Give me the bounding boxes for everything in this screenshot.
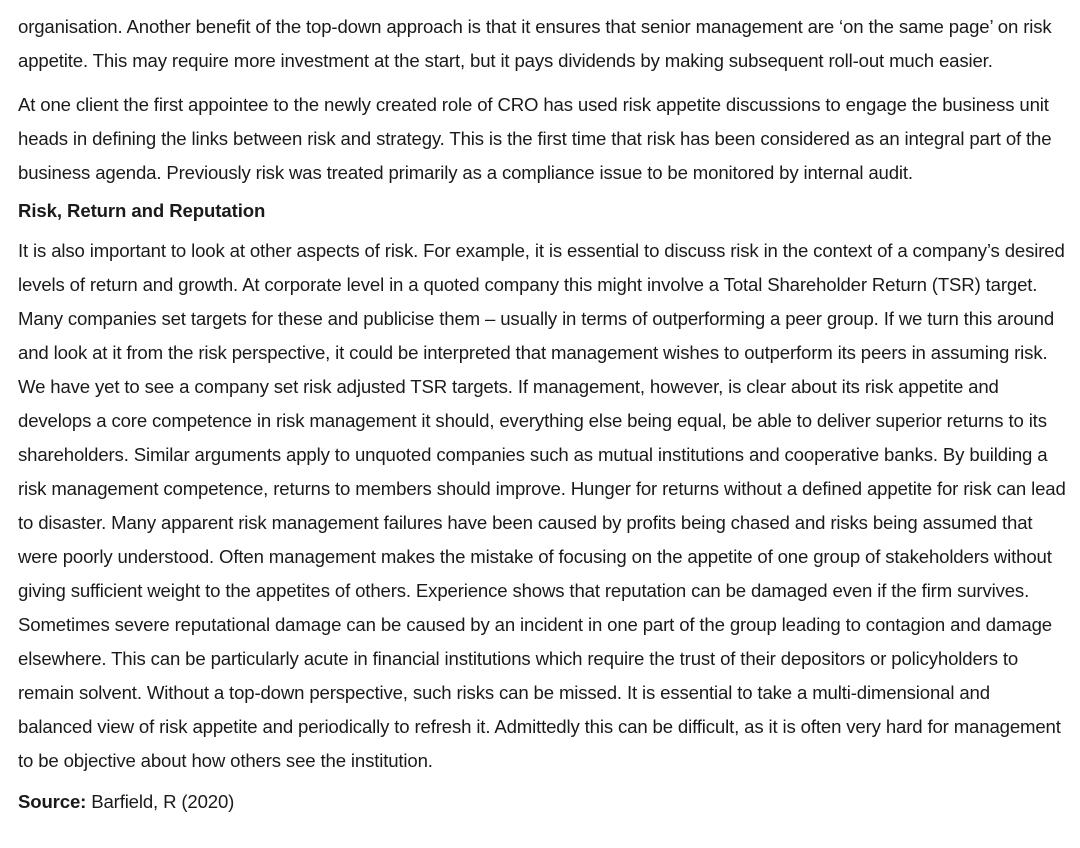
paragraph-intro-continuation: organisation. Another benefit of the top-down approach is that it ensures that senior management are ‘on the same page’ on risk appetite. This may require more investment at the start, but it pays dividends by making subsequent roll-out much easier. xyxy=(18,16,1052,71)
section-heading: Risk, Return and Reputation xyxy=(18,200,266,221)
paragraph-risk-return: It is also important to look at other aspects of risk. For example, it is essential to discuss risk in the context of a company’s desired levels of return and growth. At corporate level in a quoted company this might involve a Total Shareholder Return (TSR) target. Many companies set targets for these and publicise them – usually in terms of outperforming a peer group. If we turn this around and look at it from the risk perspective, it could be interpreted that management wishes to outperform its peers in assuming risk. We have yet to see a company set risk adjusted TSR targets. If management, however, is clear about its risk appetite and develops a core competence in risk management it should, everything else being equal, be able to deliver superior returns to its shareholders. Similar arguments apply to unquoted companies such as mutual institutions and cooperative banks. By building a risk management competence, returns to members should improve. Hunger for returns without a defined appetite for risk can lead to disaster. Many apparent risk management failures have been caused by profits being chased and risks being assumed that were poorly understood. Often management makes the mistake of focusing on the appetite of one group of stakeholders without giving sufficient weight to the appetites of others. Experience shows that reputation can be damaged even if the firm survives. Sometimes severe reputational damage can be caused by an incident in one part of the group leading to contagion and damage elsewhere. This can be particularly acute in financial institutions which require the trust of their depositors or policyholders to remain solvent. Without a top-down perspective, such risks can be missed. It is essential to take a multi-dimensional and balanced view of risk appetite and periodically to refresh it. Admittedly this can be difficult, as it is often very hard for management to be objective about how others see the institution. xyxy=(18,240,1066,771)
document-body xyxy=(18,10,1068,814)
source-label: Source: xyxy=(18,791,87,812)
source-text: Barfield, R (2020) xyxy=(86,791,235,812)
source-citation xyxy=(18,790,1068,814)
paragraph-cro-example: At one client the first appointee to the newly created role of CRO has used risk appetite discussions to engage the business unit heads in defining the links between risk and strategy. This is the first time that risk has been considered as an integral part of the business agenda. Previously risk was treated primarily as a compliance issue to be monitored by internal audit. xyxy=(18,94,1052,183)
